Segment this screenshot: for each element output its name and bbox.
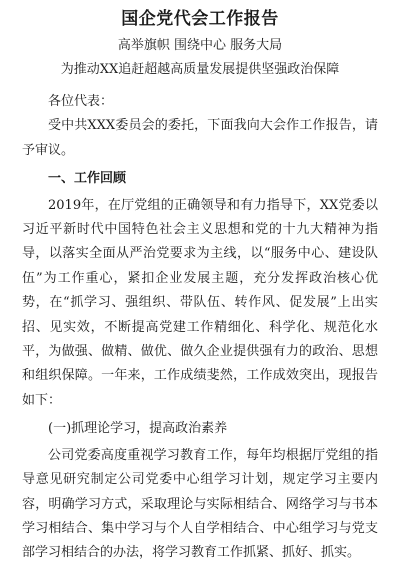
subsection-paragraph: 公司党委高度重视学习教育工作，每年均根据厅党组的指导意见研究制定公司党委中心组学习计划，规定学习主要内容，明确学习方式，采取理论与实际相结合、网络学习与书本学习相结合、集中学习与个人自学相结合、中心组学习与党支部学习相结合的办法，将学习教育工作抓紧、抓好、抓实。 [22,447,378,561]
intro-paragraph: 受中共XXX委员会的委托，下面我向大会作工作报告，请予审议。 [22,118,378,158]
salutation: 各位代表： [48,94,114,109]
section-heading: 一、工作回顾 [48,171,127,187]
document-subtitle: 高举旗帜 围绕中心 服务大局 [117,38,283,53]
section-paragraph: 2019年，在厅党组的正确领导和有力指导下，XX党委以习近平新时代中国特色社会主义思想和党的十九大精神为指导，以落实全面从严治党要求为主线，以“服务中心、建设队伍”为工作重心，紧扣企业发展主题，充分发挥政治核心优势，在“抓学习、强组织、带队伍、转作风、促发展”上出实招、见实效，不断提高党建工作精细化、科学化、规范化水平，为做强、做精、做优、做久企业提供强有力的政治、思想和组织保障。一年来，工作成绩斐然，工作成效突出，现报告如下： [22,197,378,408]
document-title: 国企党代会工作报告 [121,9,279,29]
document-subtitle-secondary: 为推动XX追赶超越高质量发展提供坚强政治保障 [60,62,340,77]
subsection-heading: (一)抓理论学习，提高政治素养 [48,421,228,437]
